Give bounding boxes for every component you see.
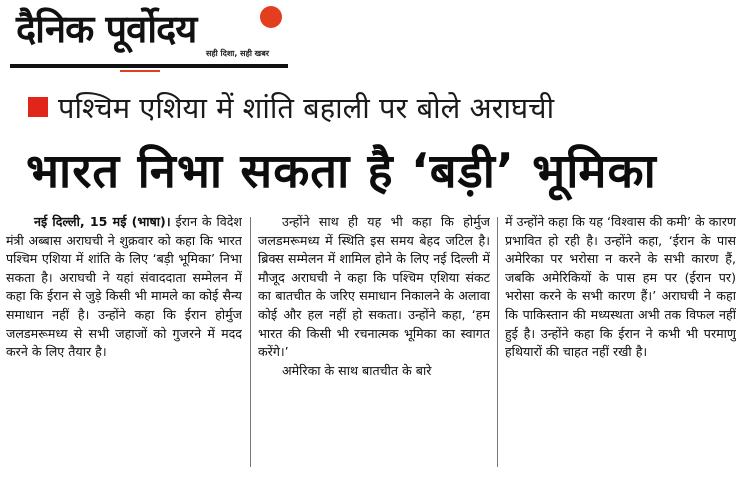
article-column-3 (505, 213, 736, 475)
column-divider (497, 217, 498, 467)
masthead-tagline: सही दिशा, सही खबर (206, 49, 270, 58)
column-divider (250, 217, 251, 467)
article-dateline: नई दिल्ली, 15 मई (भाषा)। (34, 214, 171, 229)
masthead-rule (10, 64, 288, 68)
article-body (6, 213, 736, 475)
column-3-text: में उन्होंने कहा कि यह ‘विश्वास की कमी’ के कारण प्रभावित हो रही है। उन्होंने कहा, ‘ईरान के पास अमेरिका पर भरोसा न करने के सभी कारण हैं, जबकि अमेरिकियों के पास हम पर (ईरान पर) भरोसा करने के सभी कारण हैं।’ अराघची ने कहा कि पाकिस्तान की मध्यस्थता अभी तक विफल नहीं हुई है। उन्होंने कहा कि ईरान ने कभी भी परमाणु हथियारों की चाहत नहीं रखी है। (505, 214, 736, 360)
article-column-2 (258, 213, 490, 475)
column-2-tail: अमेरिका के साथ बातचीत के बारे (282, 362, 432, 378)
masthead-accent-rule (120, 70, 160, 72)
red-square-icon (28, 97, 48, 117)
kicker-row (28, 88, 738, 128)
newspaper-logo: दैनिक पूर्वोदय (16, 7, 197, 51)
article-column-1 (6, 213, 242, 475)
article-headline: भारत निभा सकता है ‘बड़ी’ भूमिका (26, 144, 657, 199)
column-2-text: उन्होंने साथ ही यह भी कहा कि होर्मुज जलडमरूमध्य में स्थिति इस समय बेहद जटिल है। ब्रिक्स सम्मेलन में शामिल होने के लिए नई दिल्ली में मौजूद अराघची ने कहा कि पश्चिम एशिया संकट का बातचीत के जरिए समाधान निकालने के अलावा कोई और हल नहीं हो सकता। उन्होंने कहा, ‘हम भारत की किसी भी रचनात्मक भूमिका का स्वागत करेंगे।’ (258, 214, 490, 360)
column-1-text: ईरान के विदेश मंत्री अब्बास अराघची ने शुक्रवार को कहा कि भारत पश्चिम एशिया में शांति के लिए ‘बड़ी भूमिका’ निभा सकता है। अराघची ने यहां संवाददाता सम्मेलन में कहा कि ईरान से जुड़े किसी भी मामले का कोई सैन्य समाधान नहीं है। उन्होंने कहा कि ईरान होर्मुज जलडमरूमध्य से सभी जहाजों को गुजरने में मदद करने के लिए तैयार है। (6, 214, 242, 360)
sun-icon (260, 6, 282, 28)
article-kicker: पश्चिम एशिया में शांति बहाली पर बोले अराघची (58, 91, 555, 125)
